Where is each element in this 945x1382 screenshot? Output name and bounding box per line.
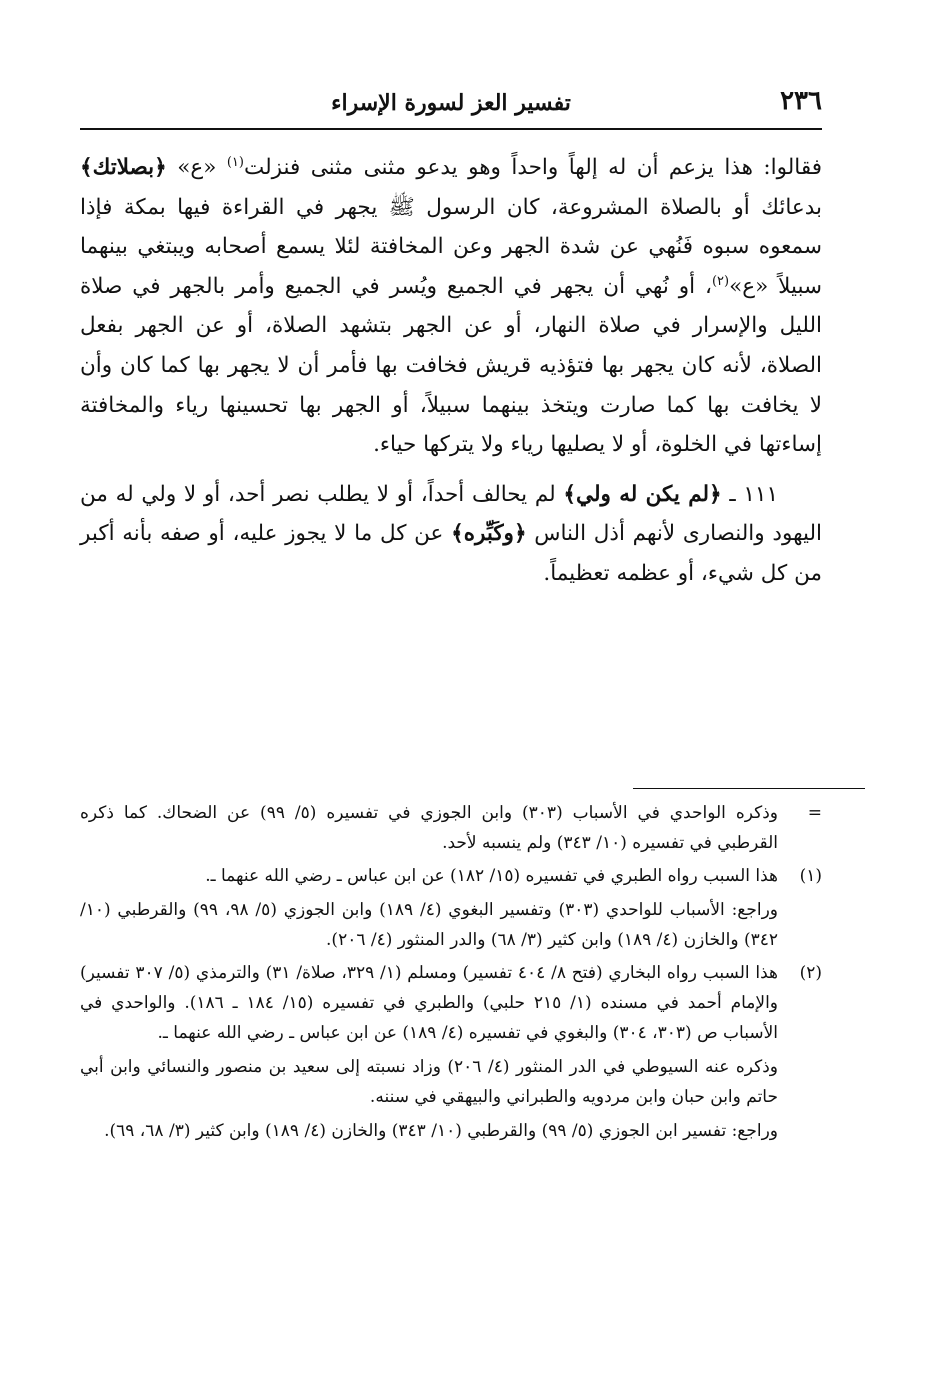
footnote-text: هذا السبب رواه الطبري في تفسيره (١٥/ ١٨٢) عن ابن عباس ـ رضي الله عنهما ـ. xyxy=(205,866,778,886)
footnote-2 xyxy=(80,958,822,1146)
verse-number: ١١١ ـ xyxy=(721,481,779,507)
footnote-text: وراجع: الأسباب للواحدي (٣٠٣) وتفسير البغوي (٤/ ١٨٩) وابن الجوزي (٥/ ٩٨، ٩٩) والقرطبي (١٠/ ٣٤٢) والخازن (٤/ ١٨٩) وابن كثير (٣/ ٦٨) والدر المنثور (٤/ ٢٠٦). xyxy=(80,900,778,950)
main-text xyxy=(80,148,822,594)
footnote-ref-2: (٢) xyxy=(711,273,730,289)
footnotes xyxy=(80,798,822,1149)
footnote-marker: (٢) xyxy=(799,963,822,983)
paragraph-2 xyxy=(80,475,822,594)
footnote-text: هذا السبب رواه البخاري (فتح ٨/ ٤٠٤ تفسير) ومسلم (١/ ٣٢٩، صلاة/ ٣١) والترمذي (٥/ ٣٠٧ تفسير) والإمام أحمد في مسنده (١/ ٢١٥ حلبي) والطبري في تفسيره (١٥/ ١٨٤ ـ ١٨٦). والواحدي في الأسباب ص (٣٠٣، ٣٠٤) والبغوي في تفسيره (٤/ ١٨٩) عن ابن عباس ـ رضي الله عنهما ـ. xyxy=(80,963,779,1043)
quran-quote: ﴿وكَبِّره﴾ xyxy=(451,521,527,547)
quran-quote: ﴿بصلاتك﴾ xyxy=(80,155,167,180)
footnote-text: وذكره الواحدي في الأسباب (٣٠٣) وابن الجوزي في تفسيره (٥/ ٩٩) عن الضحاك. كما ذكره القرطبي في تفسيره (١٠/ ٣٤٣) ولم ينسبه لأحد. xyxy=(80,803,778,853)
text-segment: لم يحالف أحداً، أو لا يطلب نصر أحد، أو لا ولي له من اليهود والنصارى لأنهم أذل الناس xyxy=(80,481,822,547)
text-segment: فقالوا: هذا يزعم أن له إلهاً واحداً وهو يدعو مثنى مثنى فنزلت xyxy=(243,155,822,180)
running-title: تفسير العز لسورة الإسراء xyxy=(331,90,571,116)
paragraph-1 xyxy=(80,148,822,465)
text-segment: ، أو نُهي أن يجهر في الجميع ويُسر في الجميع وأمر بالجهر في صلاة الليل والإسرار في صلاة النهار، أو عن الجهر بتشهد الصلاة، أو عن الجهر بفعل الصلاة، لأنه كان يجهر بها فتؤذيه قريش فخافت بها فأمر أن لا يجهر بها كما كان وأن لا يخافت بها كما صارت ويتخذ بينهما سبيلاً، أو الجهر بها تحسينها رياء والمخافتة إساءتها في الخلوة، أو لا يصليها رياء ولا يتركها حياء. xyxy=(80,273,822,458)
footnote-marker: (١) xyxy=(799,866,822,886)
footnote-divider xyxy=(633,788,865,789)
footnote-marker: = xyxy=(807,803,822,823)
footnote-text: وذكره عنه السيوطي في الدر المنثور (٤/ ٢٠٦) وزاد نسبته إلى سعيد بن منصور والنسائي وابن أبي حاتم وابن حبان وابن مردويه والطبراني والبيهقي في سننه. xyxy=(80,1057,778,1107)
footnote-text: وراجع: تفسير ابن الجوزي (٥/ ٩٩) والقرطبي (١٠/ ٣٤٣) والخازن (٤/ ١٨٩) وابن كثير (٣/ ٦٨، ٦٩). xyxy=(104,1121,778,1141)
footnote-ref-1: (١) xyxy=(226,154,244,170)
footnote-1 xyxy=(80,861,822,955)
quran-quote: ﴿لم يكن له ولي﴾ xyxy=(563,481,722,507)
page-number: ٢٣٦ xyxy=(780,86,822,116)
footnote-continued xyxy=(80,798,822,858)
text-segment: بدعائك أو بالصلاة المشروعة، كان الرسول ﷺ يجهر في القراءة فيها بمكة فإذا سمعوه سبوه فَنُهي عن شدة الجهر وعن المخافتة لئلا يسمع أصحابه ويبتغي بينهما سبيلاً «ع» xyxy=(80,194,822,299)
page-header xyxy=(80,84,822,130)
text-segment: عن كل ما لا يجوز عليه، أو صفه بأنه أكبر من كل شيء، أو عظمه تعظيماً. xyxy=(80,521,822,586)
text-segment: «ع» xyxy=(166,155,227,180)
